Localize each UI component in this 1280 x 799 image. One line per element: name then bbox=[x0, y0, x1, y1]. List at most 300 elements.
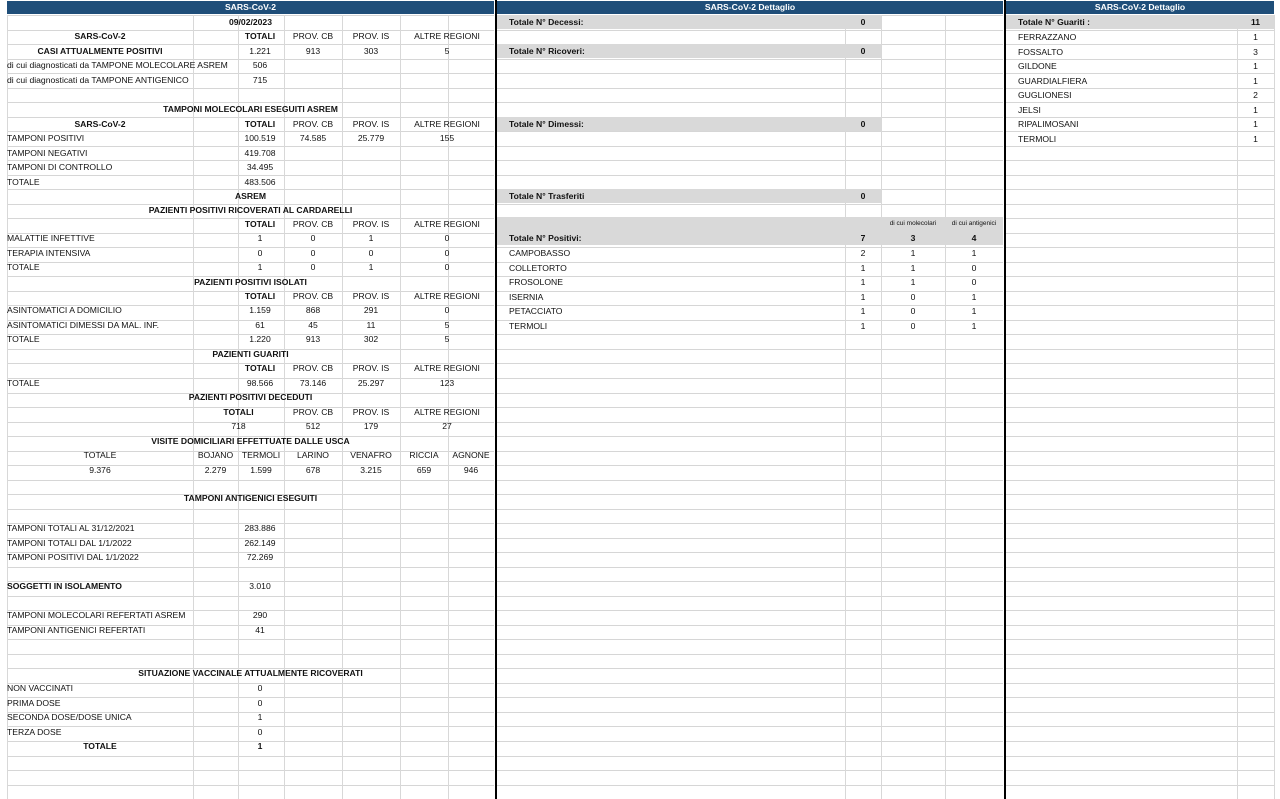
row-tot: 1 bbox=[257, 262, 263, 272]
tamponi-col-name: SARS-CoV-2 bbox=[74, 119, 126, 129]
deceduti-altre: 27 bbox=[442, 421, 452, 431]
row-line bbox=[497, 596, 1003, 597]
row-line bbox=[497, 741, 1003, 742]
row-line bbox=[497, 451, 1003, 452]
row-altre bbox=[400, 146, 494, 160]
row-line bbox=[497, 668, 1003, 669]
gua-col-cb: PROV. CB bbox=[292, 363, 334, 373]
row-line bbox=[7, 756, 494, 757]
lv-label: SECONDA DOSE/DOSE UNICA bbox=[7, 712, 132, 722]
row-line bbox=[1006, 102, 1274, 103]
row-line bbox=[497, 480, 1003, 481]
row-line bbox=[497, 465, 1003, 466]
tamponi-col-totali: TOTALI bbox=[244, 119, 276, 129]
positivi-row-tot: 1 bbox=[860, 306, 866, 316]
usca-value: 3.215 bbox=[360, 465, 382, 475]
row-label: TAMPONI DI CONTROLLO bbox=[7, 162, 113, 172]
row-line bbox=[7, 88, 494, 89]
row-line bbox=[497, 770, 1003, 771]
row-line bbox=[497, 131, 1003, 132]
positivi-row-tot: 1 bbox=[860, 277, 866, 287]
guariti-comune: GUGLIONESI bbox=[1018, 90, 1072, 100]
row-line bbox=[497, 378, 1003, 379]
usca-value: 1.599 bbox=[250, 465, 272, 475]
iso-col-altre: ALTRE REGIONI bbox=[414, 291, 480, 301]
row-line bbox=[1006, 247, 1274, 248]
row-cb: 0 bbox=[310, 262, 316, 272]
positivi-name: PETACCIATO bbox=[509, 306, 563, 316]
tamponi-mol-title: TAMPONI MOLECOLARI ESEGUITI ASREM bbox=[163, 104, 338, 114]
vaccinale-total-value: 1 bbox=[257, 741, 263, 751]
row-is: 291 bbox=[363, 305, 379, 315]
ric-col-altre: ALTRE REGIONI bbox=[414, 219, 480, 229]
positivi-ant: 4 bbox=[971, 233, 977, 243]
guariti-comune-value: 1 bbox=[1253, 32, 1258, 42]
ric-col-cb: PROV. CB bbox=[292, 219, 334, 229]
lv-label: PRIMA DOSE bbox=[7, 698, 61, 708]
usca-head: RICCIA bbox=[409, 450, 439, 460]
row-line bbox=[497, 610, 1003, 611]
row-line bbox=[1006, 189, 1274, 190]
row-line bbox=[497, 88, 1003, 89]
positivi-row-mol: 1 bbox=[910, 263, 916, 273]
positivi-name: COLLETORTO bbox=[509, 263, 567, 273]
positivi-name: TERMOLI bbox=[509, 321, 548, 331]
row-line bbox=[1006, 770, 1274, 771]
row-line bbox=[1006, 668, 1274, 669]
row-line bbox=[1006, 567, 1274, 568]
guariti-comune: FOSSALTO bbox=[1018, 47, 1064, 57]
positivi-row-mol: 0 bbox=[910, 306, 916, 316]
row-line bbox=[497, 175, 1003, 176]
col-totali: TOTALI bbox=[244, 31, 276, 41]
row-line bbox=[1006, 291, 1274, 292]
row-label: TAMPONI POSITIVI bbox=[7, 133, 85, 143]
iso-col-is: PROV. IS bbox=[352, 291, 390, 301]
casi-is: 303 bbox=[363, 46, 379, 56]
row-tot: 1.220 bbox=[249, 334, 271, 344]
row-line bbox=[1006, 436, 1274, 437]
usca-head: TERMOLI bbox=[241, 450, 281, 460]
row-line bbox=[7, 770, 494, 771]
row-line bbox=[1006, 639, 1274, 640]
row-line bbox=[7, 480, 494, 481]
guariti-comune-value: 1 bbox=[1253, 76, 1258, 86]
ric-col-totali: TOTALI bbox=[244, 219, 276, 229]
row-label: TAMPONI NEGATIVI bbox=[7, 148, 88, 158]
panel-divider bbox=[1004, 0, 1006, 799]
lv-label: NON VACCINATI bbox=[7, 683, 74, 693]
row-line bbox=[497, 552, 1003, 553]
deceduti-tot: 718 bbox=[231, 421, 246, 431]
lv-label: TAMPONI TOTALI DAL 1/1/2022 bbox=[7, 538, 132, 548]
lv-label: TAMPONI TOTALI AL 31/12/2021 bbox=[7, 523, 135, 533]
lv-value: 262.149 bbox=[244, 538, 276, 548]
row-line bbox=[7, 509, 494, 510]
row-cb: 913 bbox=[305, 334, 321, 344]
row-line bbox=[497, 73, 1003, 74]
row-altre: 5 bbox=[444, 320, 450, 330]
row-line bbox=[1006, 785, 1274, 786]
row-line bbox=[1006, 233, 1274, 234]
row-line bbox=[1006, 218, 1274, 219]
row-line bbox=[1006, 160, 1274, 161]
positivi-row-tot: 1 bbox=[860, 292, 866, 302]
guariti-comune-value: 1 bbox=[1253, 61, 1258, 71]
row-line bbox=[1006, 683, 1274, 684]
positivi-row-ant: 1 bbox=[971, 248, 977, 258]
row-line bbox=[1006, 407, 1274, 408]
row-line bbox=[497, 204, 1003, 205]
row-altre: 0 bbox=[444, 305, 450, 315]
positivi-row-ant: 1 bbox=[971, 306, 977, 316]
row-line bbox=[497, 625, 1003, 626]
row-line bbox=[1006, 610, 1274, 611]
row-cb: 0 bbox=[310, 233, 316, 243]
row-cb bbox=[284, 146, 342, 160]
positivi-row-ant: 1 bbox=[971, 321, 977, 331]
row-line bbox=[497, 30, 1003, 31]
row-line bbox=[497, 567, 1003, 568]
lv-label: TAMPONI POSITIVI DAL 1/1/2022 bbox=[7, 552, 139, 562]
row-altre: 0 bbox=[444, 233, 450, 243]
right-header: SARS-CoV-2 Dettaglio bbox=[1006, 1, 1274, 14]
guariti-label: TOTALE bbox=[7, 378, 40, 388]
row-label: TOTALE bbox=[7, 177, 40, 187]
usca-title: VISITE DOMICILIARI EFFETTUATE DALLE USCA bbox=[151, 436, 350, 446]
row-is bbox=[342, 175, 400, 189]
row-line bbox=[7, 639, 494, 640]
row-cb: 45 bbox=[308, 320, 318, 330]
row-line bbox=[497, 146, 1003, 147]
row-line bbox=[1006, 305, 1274, 306]
row-line bbox=[1006, 276, 1274, 277]
row-line bbox=[1006, 726, 1274, 727]
usca-value: 9.376 bbox=[89, 465, 111, 475]
molecolare-label: di cui diagnosticati da TAMPONE MOLECOLARE ASREM bbox=[7, 60, 228, 70]
row-line bbox=[1006, 175, 1274, 176]
positivi-row-tot: 1 bbox=[860, 263, 866, 273]
row-line bbox=[497, 697, 1003, 698]
row-line bbox=[497, 393, 1003, 394]
col-line bbox=[881, 15, 882, 799]
dec-col-cb: PROV. CB bbox=[292, 407, 334, 417]
middle-header: SARS-CoV-2 Dettaglio bbox=[497, 1, 1003, 14]
ricoverati-title: PAZIENTI POSITIVI RICOVERATI AL CARDARELLI bbox=[148, 205, 353, 215]
row-line bbox=[497, 726, 1003, 727]
row-is: 1 bbox=[368, 262, 374, 272]
sub-mol: di cui molecolari bbox=[889, 220, 937, 227]
row-altre: 0 bbox=[444, 262, 450, 272]
isolamento-value: 3.010 bbox=[249, 581, 271, 591]
row-altre bbox=[400, 175, 494, 189]
row-line bbox=[1006, 363, 1274, 364]
tamponi-col-altre: ALTRE REGIONI bbox=[414, 119, 480, 129]
row-cb: 0 bbox=[310, 248, 316, 258]
row-line bbox=[497, 509, 1003, 510]
trasferiti-label: Totale N° Trasferiti bbox=[509, 191, 585, 201]
row-line bbox=[497, 334, 1003, 335]
positivi-name: ISERNIA bbox=[509, 292, 544, 302]
row-line bbox=[1006, 712, 1274, 713]
row-line bbox=[1006, 204, 1274, 205]
positivi-row-tot: 2 bbox=[860, 248, 866, 258]
positivi-row-ant: 0 bbox=[971, 263, 977, 273]
col-line bbox=[945, 15, 946, 799]
row-line bbox=[497, 349, 1003, 350]
col-cb: PROV. CB bbox=[292, 31, 334, 41]
row-line bbox=[497, 756, 1003, 757]
molecolare-value: 506 bbox=[252, 60, 268, 70]
row-line bbox=[1006, 393, 1274, 394]
row-is bbox=[342, 160, 400, 174]
row-line bbox=[1006, 480, 1274, 481]
row-line bbox=[497, 581, 1003, 582]
row-tot: 100.519 bbox=[244, 133, 276, 143]
asrem-title: ASREM bbox=[234, 191, 267, 201]
row-tot: 419.708 bbox=[244, 148, 276, 158]
row-line bbox=[1006, 334, 1274, 335]
row-line bbox=[1006, 697, 1274, 698]
usca-head: AGNONE bbox=[452, 450, 490, 460]
row-line bbox=[497, 422, 1003, 423]
decessi-label: Totale N° Decessi: bbox=[509, 17, 584, 27]
positivi-name: CAMPOBASSO bbox=[509, 248, 571, 258]
row-line bbox=[497, 785, 1003, 786]
guariti-comune: GUARDIALFIERA bbox=[1018, 76, 1088, 86]
deceduti-cb: 512 bbox=[305, 421, 321, 431]
row-cb bbox=[284, 160, 342, 174]
col-line bbox=[1274, 15, 1275, 799]
iso-col-cb: PROV. CB bbox=[292, 291, 334, 301]
dec-col-altre: ALTRE REGIONI bbox=[414, 407, 480, 417]
row-tot: 34.495 bbox=[246, 162, 274, 172]
row-line bbox=[1006, 741, 1274, 742]
row-label: ASINTOMATICI DIMESSI DA MAL. INF. bbox=[7, 320, 160, 330]
row-is: 302 bbox=[363, 334, 379, 344]
decessi-value: 0 bbox=[860, 17, 866, 27]
gua-col-is: PROV. IS bbox=[352, 363, 390, 373]
guariti-comune-value: 2 bbox=[1253, 90, 1258, 100]
date: 09/02/2023 bbox=[228, 17, 272, 27]
lv-value: 0 bbox=[257, 698, 263, 708]
isolati-title: PAZIENTI POSITIVI ISOLATI bbox=[194, 277, 307, 287]
row-line bbox=[1006, 349, 1274, 350]
sub-ant: di cui antigenici bbox=[951, 220, 997, 227]
positivi-row-mol: 1 bbox=[910, 277, 916, 287]
row-line bbox=[1006, 378, 1274, 379]
row-line bbox=[497, 712, 1003, 713]
row-line bbox=[497, 538, 1003, 539]
row-line bbox=[497, 160, 1003, 161]
positivi-row-tot: 1 bbox=[860, 321, 866, 331]
iso-col-totali: TOTALI bbox=[244, 291, 276, 301]
row-label: TERAPIA INTENSIVA bbox=[7, 248, 91, 258]
row-line bbox=[1006, 146, 1274, 147]
row-line bbox=[1006, 422, 1274, 423]
left-header: SARS-CoV-2 bbox=[7, 1, 494, 14]
col-altre: ALTRE REGIONI bbox=[414, 31, 480, 41]
row-tot: 61 bbox=[255, 320, 265, 330]
row-line bbox=[1006, 320, 1274, 321]
row-altre: 5 bbox=[444, 334, 450, 344]
gua-col-altre: ALTRE REGIONI bbox=[414, 363, 480, 373]
row-line bbox=[497, 494, 1003, 495]
row-cb bbox=[284, 175, 342, 189]
ricoveri-label: Totale N° Ricoveri: bbox=[509, 46, 585, 56]
row-line bbox=[497, 102, 1003, 103]
lv-label: TAMPONI MOLECOLARI REFERTATI ASREM bbox=[7, 610, 186, 620]
row-tot: 0 bbox=[257, 248, 263, 258]
row-line bbox=[497, 363, 1003, 364]
lv-value: 41 bbox=[255, 625, 265, 635]
row-line bbox=[1006, 654, 1274, 655]
guariti-altre: 123 bbox=[439, 378, 455, 388]
positivi-row-mol: 1 bbox=[910, 248, 916, 258]
row-is: 1 bbox=[368, 233, 374, 243]
guariti-comune: FERRAZZANO bbox=[1018, 32, 1077, 42]
lv-value: 72.269 bbox=[246, 552, 274, 562]
guariti-is: 25.297 bbox=[357, 378, 385, 388]
row-line bbox=[1006, 494, 1274, 495]
row-label: TOTALE bbox=[7, 334, 40, 344]
positivi-name: FROSOLONE bbox=[509, 277, 563, 287]
row-tot: 1 bbox=[257, 233, 263, 243]
guariti-comune: GILDONE bbox=[1018, 61, 1057, 71]
usca-head: LARINO bbox=[297, 450, 329, 460]
row-altre: 0 bbox=[444, 248, 450, 258]
dimessi-label: Totale N° Dimessi: bbox=[509, 119, 584, 129]
row-label: MALATTIE INFETTIVE bbox=[7, 233, 95, 243]
row-cb: 868 bbox=[305, 305, 321, 315]
row-tot: 1.159 bbox=[249, 305, 271, 315]
casi-altre: 5 bbox=[444, 46, 450, 56]
row-line bbox=[497, 523, 1003, 524]
positivi-row-ant: 1 bbox=[971, 292, 977, 302]
positivi-row-mol: 0 bbox=[910, 292, 916, 302]
row-line bbox=[1006, 262, 1274, 263]
col-name: SARS-CoV-2 bbox=[74, 31, 126, 41]
row-altre bbox=[400, 160, 494, 174]
usca-value: 946 bbox=[463, 465, 479, 475]
row-line bbox=[497, 639, 1003, 640]
ricoveri-value: 0 bbox=[860, 46, 866, 56]
usca-head: VENAFRO bbox=[350, 450, 392, 460]
row-line bbox=[1006, 756, 1274, 757]
positivi-mol: 3 bbox=[910, 233, 916, 243]
right-guariti-value: 11 bbox=[1250, 17, 1261, 27]
row-line bbox=[7, 567, 494, 568]
dec-col-is: PROV. IS bbox=[352, 407, 390, 417]
row-line bbox=[1006, 596, 1274, 597]
row-label: TOTALE bbox=[7, 262, 40, 272]
dec-col-totali: TOTALI bbox=[223, 407, 254, 417]
row-line bbox=[497, 436, 1003, 437]
row-is bbox=[342, 146, 400, 160]
row-altre: 155 bbox=[439, 133, 455, 143]
vaccinale-total-label: TOTALE bbox=[83, 741, 117, 751]
guariti-comune: JELSI bbox=[1018, 105, 1041, 115]
guariti-comune: RIPALIMOSANI bbox=[1018, 119, 1079, 129]
row-line bbox=[1006, 581, 1274, 582]
row-line bbox=[497, 683, 1003, 684]
usca-value: 2.279 bbox=[204, 465, 227, 475]
right-guariti-label: Totale N° Guariti : bbox=[1018, 17, 1091, 27]
antigenici-title: TAMPONI ANTIGENICI ESEGUITI bbox=[183, 493, 318, 503]
casi-cb: 913 bbox=[305, 46, 321, 56]
row-line bbox=[1006, 465, 1274, 466]
ric-col-is: PROV. IS bbox=[352, 219, 390, 229]
row-line bbox=[497, 654, 1003, 655]
dimessi-value: 0 bbox=[860, 119, 866, 129]
antigenico-label: di cui diagnosticati da TAMPONE ANTIGENICO bbox=[7, 75, 189, 85]
vaccinale-title: SITUAZIONE VACCINALE ATTUALMENTE RICOVERATI bbox=[138, 668, 363, 678]
row-label: ASINTOMATICI A DOMICILIO bbox=[7, 305, 122, 315]
row-is: 11 bbox=[366, 320, 376, 330]
row-line bbox=[497, 407, 1003, 408]
row-line bbox=[1006, 625, 1274, 626]
row-line bbox=[497, 59, 1003, 60]
positivi-tot: 7 bbox=[860, 233, 866, 243]
usca-head: BOJANO bbox=[197, 450, 234, 460]
positivi-label: Totale N° Positivi: bbox=[509, 233, 582, 243]
guariti-cb: 73.146 bbox=[299, 378, 327, 388]
lv-value: 290 bbox=[252, 610, 268, 620]
deceduti-is: 179 bbox=[363, 421, 379, 431]
guariti-comune-value: 1 bbox=[1253, 105, 1258, 115]
lv-value: 1 bbox=[257, 712, 263, 722]
tamponi-col-cb: PROV. CB bbox=[292, 119, 334, 129]
antigenico-value: 715 bbox=[252, 75, 268, 85]
usca-value: 678 bbox=[305, 465, 321, 475]
lv-label: TAMPONI ANTIGENICI REFERTATI bbox=[7, 625, 146, 635]
row-cb: 74.585 bbox=[299, 133, 327, 143]
row-is: 25.779 bbox=[357, 133, 385, 143]
row-line bbox=[7, 596, 494, 597]
casi-title: CASI ATTUALMENTE POSITIVI bbox=[37, 46, 163, 56]
lv-label: TERZA DOSE bbox=[7, 727, 62, 737]
gua-col-totali: TOTALI bbox=[244, 363, 276, 373]
usca-head: TOTALE bbox=[83, 450, 117, 460]
lv-value: 283.886 bbox=[244, 523, 276, 533]
row-is: 0 bbox=[368, 248, 374, 258]
col-is: PROV. IS bbox=[352, 31, 390, 41]
tamponi-col-is: PROV. IS bbox=[352, 119, 390, 129]
row-tot: 483.506 bbox=[244, 177, 276, 187]
guariti-comune-value: 1 bbox=[1253, 119, 1258, 129]
col-line bbox=[845, 15, 846, 799]
row-line bbox=[1006, 552, 1274, 553]
guariti-comune: TERMOLI bbox=[1018, 134, 1057, 144]
positivi-row-mol: 0 bbox=[910, 321, 916, 331]
guariti-comune-value: 3 bbox=[1253, 47, 1258, 57]
guariti-tot: 98.566 bbox=[246, 378, 274, 388]
isolamento-label: SOGGETTI IN ISOLAMENTO bbox=[7, 581, 122, 591]
guariti-comune-value: 1 bbox=[1253, 134, 1258, 144]
casi-tot: 1.221 bbox=[249, 46, 271, 56]
row-line bbox=[7, 654, 494, 655]
row-line bbox=[1006, 523, 1274, 524]
trasferiti-value: 0 bbox=[860, 191, 866, 201]
positivi-row-ant: 0 bbox=[971, 277, 977, 287]
row-line bbox=[1006, 509, 1274, 510]
guariti-title: PAZIENTI GUARITI bbox=[212, 349, 289, 359]
deceduti-title: PAZIENTI POSITIVI DECEDUTI bbox=[188, 392, 313, 402]
row-line bbox=[7, 785, 494, 786]
usca-value: 659 bbox=[416, 465, 432, 475]
row-line bbox=[1006, 451, 1274, 452]
row-line bbox=[1006, 538, 1274, 539]
